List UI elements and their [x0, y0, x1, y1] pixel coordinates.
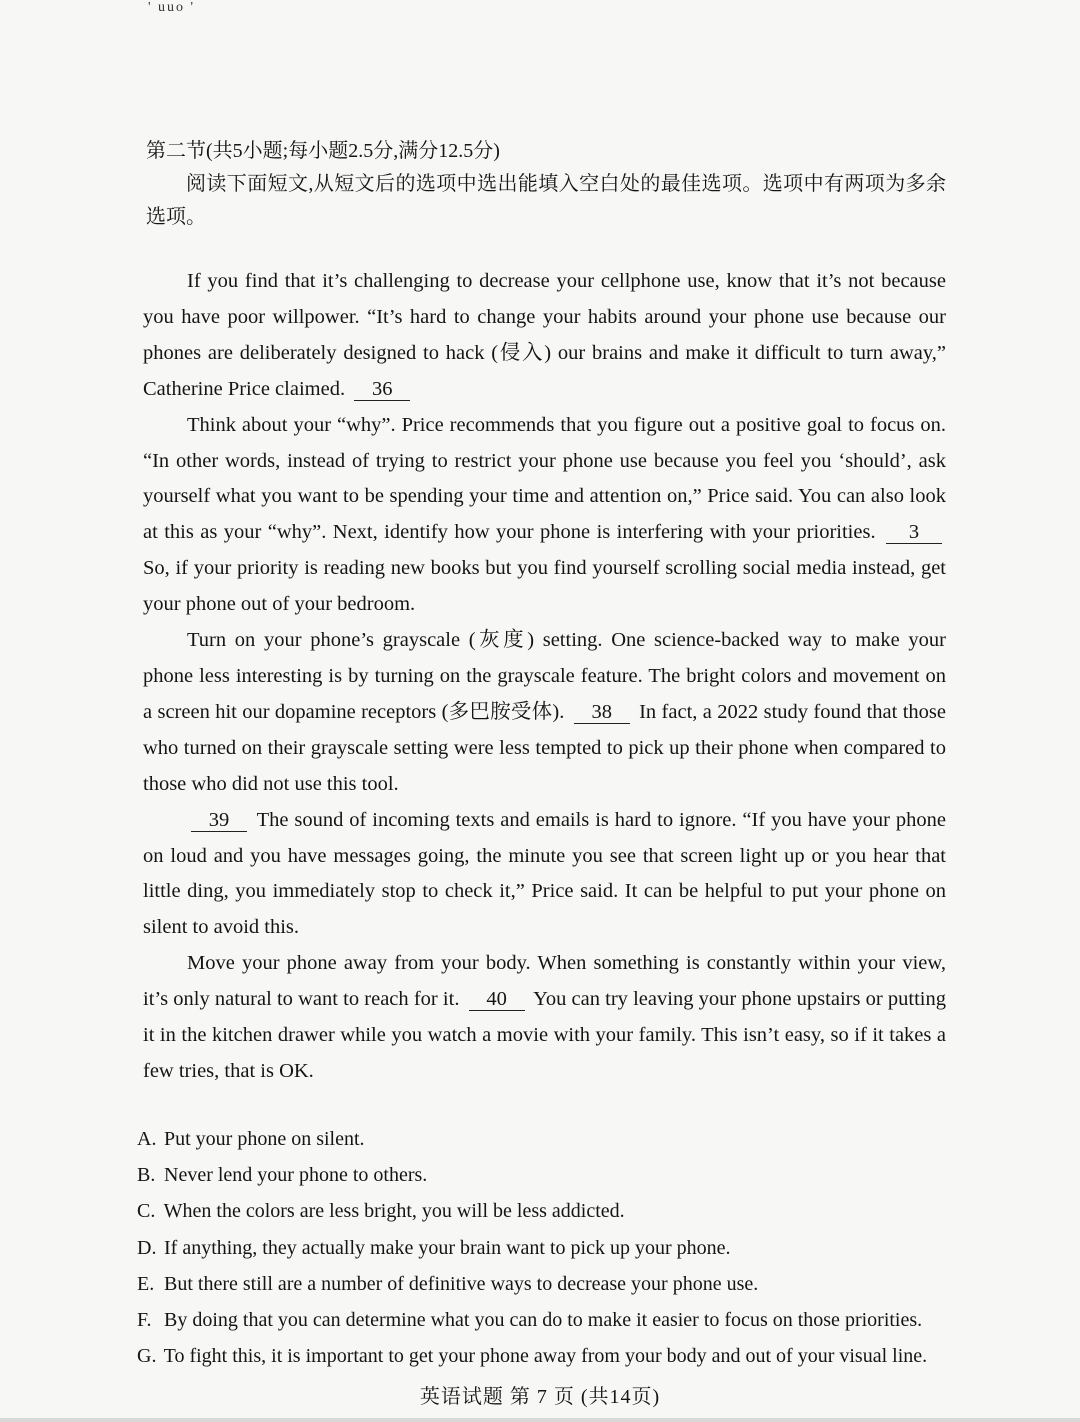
- section-instructions: 阅读下面短文,从短文后的选项中选出能填入空白处的最佳选项。选项中有两项为多余选项。: [146, 173, 946, 228]
- paragraph-text: Turn on your phone’s grayscale (灰度) setting. One science-backed way to make your phone less interesting is by turning on the grayscale feature. The bright colors and movement on a screen hit our dopamine receptors (多巴胺受体).: [143, 629, 946, 723]
- option-f[interactable]: [137, 1302, 957, 1338]
- paragraph-text: Move your phone away from your body. When something is constantly within your view, it’s only natural to want to reach for it.: [143, 952, 946, 1011]
- option-e[interactable]: [137, 1266, 957, 1302]
- blank-39[interactable]: 39: [191, 809, 247, 832]
- option-a[interactable]: [137, 1121, 957, 1157]
- paragraph-text: So, if your priority is reading new books but you find yourself scrolling social media instead, get your phone out of your bedroom.: [143, 557, 946, 616]
- passage-paragraph-4: [143, 803, 946, 947]
- option-text: Never lend your phone to others.: [164, 1164, 428, 1187]
- option-text: By doing that you can determine what you can do to make it easier to focus on those priorities.: [164, 1309, 923, 1332]
- paragraph-text: If you find that it’s challenging to decrease your cellphone use, know that it’s not because you have poor willpower. “It’s hard to change your habits around your phone use because our phones are deliberately designed to hack (侵入) our brains and make it difficult to turn away,” Catherine Price claimed.: [143, 270, 946, 400]
- reading-passage: [143, 264, 946, 1090]
- option-letter: C.: [137, 1200, 156, 1223]
- option-letter: F.: [137, 1309, 152, 1332]
- passage-paragraph-2: [143, 408, 946, 623]
- passage-paragraph-3: [143, 623, 946, 803]
- option-letter: B.: [137, 1164, 156, 1187]
- top-edge-mark: ' uuo ': [148, 0, 196, 15]
- option-d[interactable]: [137, 1230, 957, 1266]
- option-text: When the colors are less bright, you will be less addicted.: [163, 1200, 625, 1223]
- option-letter: A.: [137, 1128, 157, 1150]
- paragraph-text: In fact, a 2022 study found that those who turned on their grayscale setting were less tempted to pick up their phone when compared to those who did not use this tool.: [143, 700, 946, 795]
- paragraph-text: The sound of incoming texts and emails is hard to ignore. “If you have your phone on loud and you have messages going, the minute you see that screen light up or you hear that little ding, you immediately stop to check it,” Price said. It can be helpful to put your phone on silent to avoid this.: [143, 808, 946, 939]
- blank-36[interactable]: 36: [354, 378, 410, 401]
- passage-paragraph-1: [143, 264, 946, 408]
- option-letter: D.: [137, 1236, 157, 1259]
- paragraph-text: You can try leaving your phone upstairs or putting it in the kitchen drawer while you watch a movie with your family. This isn’t easy, so if it takes a few tries, that is OK.: [143, 988, 946, 1082]
- option-text: If anything, they actually make your brain want to pick up your phone.: [164, 1236, 731, 1259]
- paragraph-text: Think about your “why”. Price recommends that you figure out a positive goal to focus on. “In other words, instead of trying to restrict your phone use because you feel you ‘should’, ask yourself what you want to be spending your time and attention on,” Price said. You can also look at this as your “why”. Next, identify how your phone is interfering with your priorities.: [143, 413, 946, 544]
- option-letter: E.: [137, 1272, 155, 1295]
- bottom-edge-divider: [0, 1418, 1080, 1422]
- blank-38[interactable]: 38: [574, 701, 630, 724]
- blank-40[interactable]: 40: [469, 988, 525, 1011]
- option-b[interactable]: [137, 1157, 957, 1193]
- option-text: But there still are a number of definitive ways to decrease your phone use.: [164, 1272, 759, 1295]
- option-g[interactable]: [137, 1338, 957, 1374]
- section-header: 第二节(共5小题;每小题2.5分,满分12.5分): [146, 140, 500, 162]
- option-c[interactable]: [137, 1193, 957, 1229]
- option-text: Put your phone on silent.: [164, 1128, 365, 1150]
- page-footer: 英语试题 第 7 页 (共14页): [419, 1386, 661, 1408]
- option-letter: G.: [137, 1345, 157, 1368]
- passage-paragraph-5: [143, 946, 946, 1090]
- answer-options: [137, 1121, 957, 1374]
- blank-37[interactable]: 3: [886, 521, 942, 544]
- option-text: To fight this, it is important to get your phone away from your body and out of your visual line.: [163, 1345, 928, 1368]
